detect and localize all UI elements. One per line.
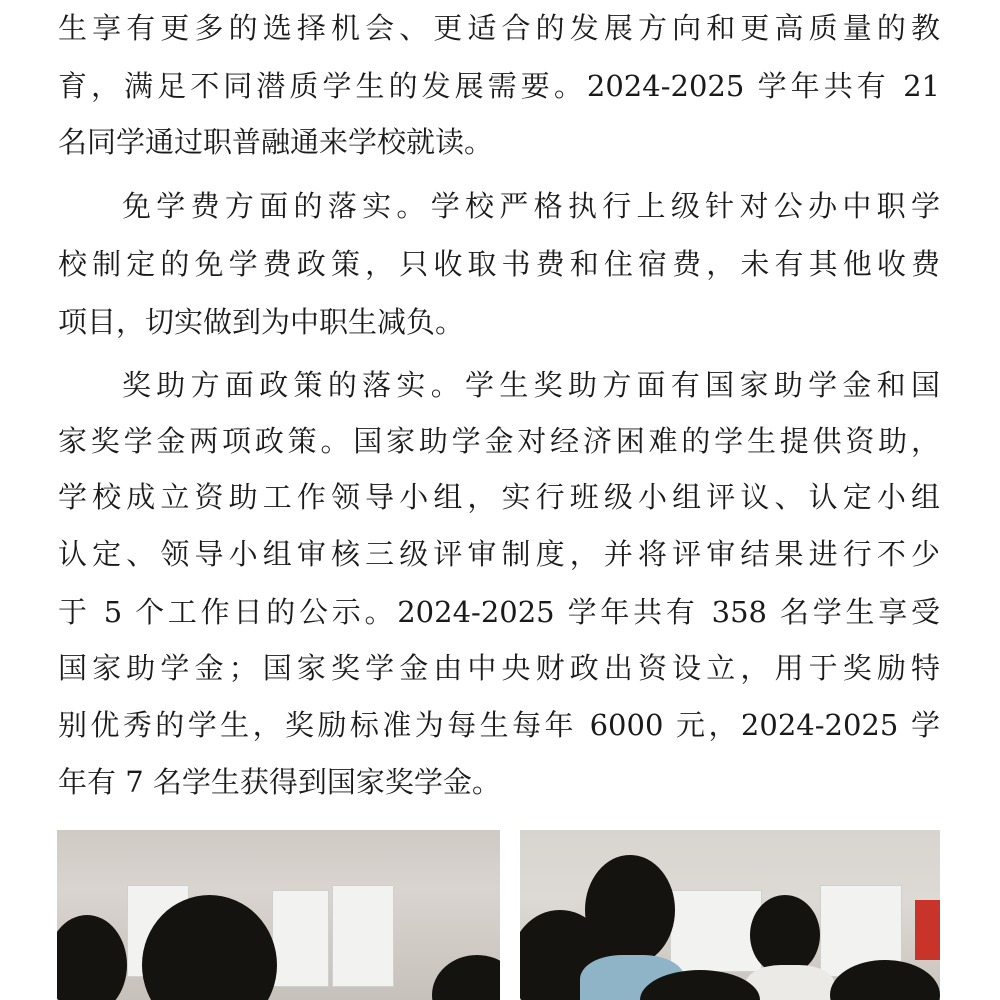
paragraph-line: 于 5 个工作日的公示。2024-2025 学年共有 358 名学生享受 (58, 595, 940, 629)
paragraph-line: 生享有更多的选择机会、更适合的发展方向和更高质量的教 (58, 11, 940, 45)
photo-students-reading-notice-left (57, 830, 500, 1000)
paragraph-line: 奖助方面政策的落实。学生奖助方面有国家助学金和国 (122, 368, 940, 402)
paragraph-line: 名同学通过职普融通来学校就读。 (58, 125, 494, 159)
photo-students-reading-notice-right (520, 830, 940, 1000)
paragraph-line: 校制定的免学费政策，只收取书费和住宿费，未有其他收费 (58, 247, 940, 281)
paragraph-line: 育，满足不同潜质学生的发展需要。2024-2025 学年共有 21 (58, 69, 940, 103)
paragraph-line: 别优秀的学生，奖励标准为每生每年 6000 元，2024-2025 学 (58, 708, 940, 742)
paragraph-line: 年有 7 名学生获得到国家奖学金。 (58, 765, 501, 799)
paragraph-line: 认定、领导小组审核三级评审制度，并将评审结果进行不少 (58, 537, 940, 571)
paragraph-line: 国家助学金；国家奖学金由中央财政出资设立，用于奖励特 (58, 651, 940, 685)
paragraph-line: 学校成立资助工作领导小组，实行班级小组评议、认定小组 (58, 480, 940, 514)
paragraph-line: 免学费方面的落实。学校严格执行上级针对公办中职学 (122, 189, 940, 223)
paragraph-line: 项目，切实做到为中职生减负。 (58, 305, 465, 339)
paragraph-line: 家奖学金两项政策。国家助学金对经济困难的学生提供资助， (58, 424, 940, 458)
